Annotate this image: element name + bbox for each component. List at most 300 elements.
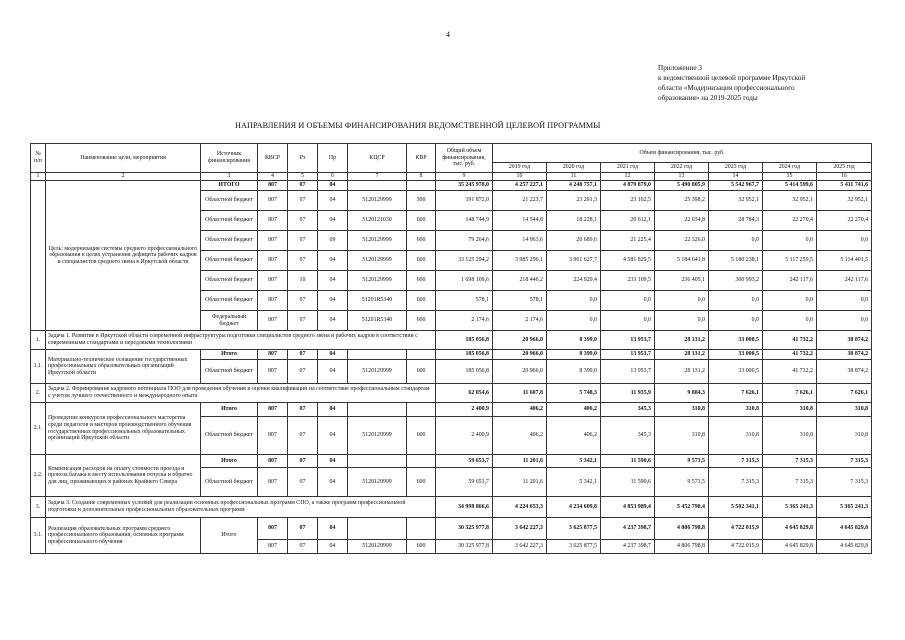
year-value-cell: 406,2 <box>547 417 601 455</box>
year-value-cell: 4 237 398,7 <box>601 540 655 554</box>
year-value-cell: 33 000,5 <box>709 350 763 360</box>
year-value-cell: 11 590,6 <box>601 468 655 497</box>
rz-cell: 07 <box>288 181 318 191</box>
year-value-cell: 13 953,7 <box>601 360 655 384</box>
kvr-cell <box>407 350 436 360</box>
year-value-cell: 11 607,8 <box>493 384 547 403</box>
kvr-cell <box>407 403 436 417</box>
kvsr-cell: 807 <box>258 311 288 331</box>
task-num: 2. <box>31 384 46 403</box>
year-value-cell: 22 270,4 <box>817 211 872 231</box>
rz-cell: 07 <box>288 291 318 311</box>
header-pr: Пр <box>318 144 348 173</box>
year-value-cell: 5 490 805,9 <box>655 181 709 191</box>
year-value-cell: 41 732,2 <box>763 350 817 360</box>
year-value-cell: 7 626,1 <box>817 384 872 403</box>
year-value-cell: 310,8 <box>817 403 872 417</box>
year-value-cell: 4 722 015,9 <box>709 540 763 554</box>
kvsr-cell: 807 <box>258 291 288 311</box>
source-cell: Итого <box>201 518 258 554</box>
pr-cell: 04 <box>318 540 348 554</box>
kcsr-cell <box>348 350 407 360</box>
year-value-cell: 7 315,3 <box>709 468 763 497</box>
header-rz: Рз <box>288 144 318 173</box>
column-number: 7 <box>348 173 407 181</box>
year-value-cell: 18 228,1 <box>547 211 601 231</box>
year-value-cell: 4 722 015,9 <box>709 518 763 540</box>
total-cell: 2 400,9 <box>436 403 493 417</box>
appendix-line: к ведомственной целевой программе Иркутской <box>658 74 806 82</box>
year-value-cell: 5 342,1 <box>547 455 601 468</box>
year-value-cell: 0,0 <box>763 311 817 331</box>
year-value-cell: 21 223,7 <box>493 191 547 211</box>
header-kvsr: КВСР <box>258 144 288 173</box>
year-value-cell: 4 645 829,8 <box>817 518 872 540</box>
year-value-cell: 4 645 829,8 <box>817 540 872 554</box>
kvsr-cell: 807 <box>258 231 288 251</box>
rz-cell: 07 <box>288 211 318 231</box>
appendix-line: Приложение 3 <box>658 64 702 72</box>
year-value-cell: 310,8 <box>709 417 763 455</box>
kvr-cell: 600 <box>407 231 436 251</box>
year-value-cell: 0,0 <box>709 231 763 251</box>
column-number: 11 <box>547 173 601 181</box>
year-value-cell: 3 625 877,5 <box>547 518 601 540</box>
year-value-cell: 7 315,3 <box>709 455 763 468</box>
year-value-cell: 22 270,4 <box>763 211 817 231</box>
pr-cell: 04 <box>318 181 348 191</box>
year-value-cell: 14 963,6 <box>493 231 547 251</box>
rz-cell: 07 <box>288 417 318 455</box>
item-text: Проведение конкурсов профессионального мастерства среди педагогов и мастеров производственного обучения государственных профессиональных образовательных организаций Иркутской области <box>46 403 201 455</box>
appendix-note <box>658 63 868 103</box>
header-year: 2021 год <box>601 163 655 173</box>
kvsr-cell: 807 <box>258 455 288 468</box>
header-year: 2022 год <box>655 163 709 173</box>
pr-cell: 04 <box>318 455 348 468</box>
year-value-cell: 310,8 <box>763 417 817 455</box>
year-value-cell: 5 502 341,1 <box>709 497 763 518</box>
column-number: 10 <box>493 173 547 181</box>
total-cell: 1 698 109,6 <box>436 271 493 291</box>
kvsr-cell: 807 <box>258 468 288 497</box>
column-numbers-row <box>31 173 872 181</box>
total-cell: 34 998 866,6 <box>436 497 493 518</box>
year-value-cell: 32 952,1 <box>709 191 763 211</box>
year-value-cell: 4 806 798,8 <box>655 518 709 540</box>
column-number: 6 <box>318 173 348 181</box>
kcsr-cell: 5120129999 <box>348 271 407 291</box>
item-row <box>31 518 872 540</box>
task-row <box>31 331 872 350</box>
year-value-cell: 4 645 829,8 <box>763 540 817 554</box>
kvr-cell: 300 <box>407 191 436 211</box>
kcsr-cell: 5120129999 <box>348 540 407 554</box>
source-cell: Итого <box>201 350 258 360</box>
year-value-cell: 11 935,9 <box>601 384 655 403</box>
year-value-cell: 3 642 227,3 <box>493 518 547 540</box>
year-value-cell: 23 291,3 <box>547 191 601 211</box>
year-value-cell: 4 645 829,8 <box>763 518 817 540</box>
year-value-cell: 4 257 227,1 <box>493 181 547 191</box>
header-year: 2025 год <box>817 163 872 173</box>
year-value-cell: 5 180 238,1 <box>709 251 763 271</box>
pr-cell: 04 <box>318 251 348 271</box>
total-cell: 59 653,7 <box>436 468 493 497</box>
year-value-cell: 7 315,3 <box>763 468 817 497</box>
column-number: 13 <box>655 173 709 181</box>
year-value-cell: 7 626,1 <box>709 384 763 403</box>
header-kvr: КВР <box>407 144 436 173</box>
task-text: Задача 3. Создание современных условий для реализации основных профессиональных программ СПО, а также программ профессиональной подготовки и дополнительных профессиональных образовательных программ <box>46 497 436 518</box>
year-value-cell: 236 405,1 <box>655 271 709 291</box>
goal-num-cell <box>31 181 46 331</box>
appendix-line: области «Модернизация профессионального <box>658 84 795 92</box>
year-value-cell: 41 732,2 <box>763 360 817 384</box>
source-cell: Областной бюджет <box>201 191 258 211</box>
rz-cell: 10 <box>288 271 318 291</box>
header-total: Общий объем финансирования, тыс. руб. <box>436 144 493 173</box>
year-value-cell: 5 365 241,3 <box>763 497 817 518</box>
year-value-cell: 406,2 <box>493 417 547 455</box>
year-value-cell: 9 573,5 <box>655 468 709 497</box>
year-value-cell: 0,0 <box>763 231 817 251</box>
year-value-cell: 4 234 609,8 <box>547 497 601 518</box>
task-num: 1. <box>31 331 46 350</box>
year-value-cell: 22 034,8 <box>655 211 709 231</box>
year-value-cell: 38 874,2 <box>817 350 872 360</box>
kcsr-cell: 5120129999 <box>348 417 407 455</box>
pr-cell: 04 <box>318 417 348 455</box>
source-cell: Итого <box>201 455 258 468</box>
year-value-cell: 20 689,6 <box>547 231 601 251</box>
kcsr-cell <box>348 455 407 468</box>
kvsr-cell: 807 <box>258 360 288 384</box>
year-value-cell: 5 748,3 <box>547 384 601 403</box>
kvsr-cell: 807 <box>258 540 288 554</box>
kvsr-cell: 807 <box>258 350 288 360</box>
year-value-cell: 32 952,1 <box>763 191 817 211</box>
column-number: 1 <box>31 173 46 181</box>
year-value-cell: 28 131,2 <box>655 360 709 384</box>
year-value-cell: 3 985 296,1 <box>493 251 547 271</box>
year-value-cell: 7 315,3 <box>817 455 872 468</box>
year-value-cell: 33 000,5 <box>709 331 763 350</box>
year-value-cell: 242 117,6 <box>817 271 872 291</box>
year-value-cell: 345,3 <box>601 417 655 455</box>
year-value-cell: 38 874,2 <box>817 331 872 350</box>
pr-cell: 04 <box>318 311 348 331</box>
header-volume: Объем финансирования, тыс. руб. <box>493 144 872 163</box>
kvsr-cell: 807 <box>258 251 288 271</box>
total-cell: 2 400,9 <box>436 417 493 455</box>
item-num: 1.1. <box>31 350 46 384</box>
pr-cell: 04 <box>318 403 348 417</box>
kvr-cell: 600 <box>407 251 436 271</box>
source-cell: Областной бюджет <box>201 231 258 251</box>
task-text: Задача 1. Развитие в Иркутской области современной инфраструктуры подготовки специалистов среднего звена и рабочих кадров в соответствии с современными стандартами и передовыми технологиями <box>46 331 436 350</box>
item-text: Компенсация расходов на оплату стоимости проезда и провоза багажа к месту использования отпуска и обратно для лиц, проживающих в районах Крайнего Севера <box>46 455 201 497</box>
header-year: 2019 год <box>493 163 547 173</box>
pr-cell: 04 <box>318 271 348 291</box>
header-num: № п/п <box>31 144 46 173</box>
year-value-cell: 4 806 798,8 <box>655 540 709 554</box>
rz-cell: 07 <box>288 468 318 497</box>
year-value-cell: 300 993,2 <box>709 271 763 291</box>
source-cell: ИТОГО <box>201 181 258 191</box>
page-number: 4 <box>446 30 450 39</box>
pr-cell: 04 <box>318 468 348 497</box>
header-year: 2023 год <box>709 163 763 173</box>
kvr-cell <box>407 455 436 468</box>
kvsr-cell: 807 <box>258 191 288 211</box>
kcsr-cell <box>348 518 407 540</box>
kcsr-cell: 5120129999 <box>348 468 407 497</box>
year-value-cell: 20 612,1 <box>601 211 655 231</box>
year-value-cell: 38 874,2 <box>817 360 872 384</box>
year-value-cell: 9 573,5 <box>655 455 709 468</box>
total-cell: 185 056,8 <box>436 331 493 350</box>
financing-table <box>30 143 872 554</box>
kvsr-cell: 807 <box>258 181 288 191</box>
total-cell: 191 872,0 <box>436 191 493 211</box>
source-cell: Областной бюджет <box>201 251 258 271</box>
source-cell: Федеральный бюджет <box>201 311 258 331</box>
rz-cell: 07 <box>288 311 318 331</box>
rz-cell: 07 <box>288 455 318 468</box>
kvr-cell: 600 <box>407 360 436 384</box>
item-row <box>31 403 872 417</box>
year-value-cell: 310,8 <box>655 403 709 417</box>
pr-cell: 04 <box>318 191 348 211</box>
kvr-cell <box>407 181 436 191</box>
kcsr-cell: 5120129999 <box>348 191 407 211</box>
year-value-cell: 25 398,2 <box>655 191 709 211</box>
column-number: 16 <box>817 173 872 181</box>
kvsr-cell: 807 <box>258 271 288 291</box>
source-cell: Областной бюджет <box>201 468 258 497</box>
item-row <box>31 455 872 468</box>
source-cell: Областной бюджет <box>201 271 258 291</box>
source-cell: Областной бюджет <box>201 360 258 384</box>
year-value-cell: 7 315,3 <box>763 455 817 468</box>
year-value-cell: 22 326,0 <box>655 231 709 251</box>
year-value-cell: 7 315,3 <box>817 468 872 497</box>
rz-cell: 07 <box>288 251 318 271</box>
total-cell: 30 325 977,8 <box>436 518 493 540</box>
year-value-cell: 0,0 <box>547 291 601 311</box>
kcsr-cell: 51201R5340 <box>348 291 407 311</box>
year-value-cell: 11 201,6 <box>493 455 547 468</box>
column-number: 9 <box>436 173 493 181</box>
pr-cell: 04 <box>318 211 348 231</box>
column-number: 4 <box>258 173 288 181</box>
year-value-cell: 23 102,5 <box>601 191 655 211</box>
kcsr-cell <box>348 181 407 191</box>
kcsr-cell: 5120129999 <box>348 231 407 251</box>
source-cell: Областной бюджет <box>201 211 258 231</box>
kvr-cell: 600 <box>407 271 436 291</box>
header-source: Источник финансирования <box>201 144 258 173</box>
header-year: 2024 год <box>763 163 817 173</box>
column-number: 12 <box>601 173 655 181</box>
total-cell: 185 056,8 <box>436 350 493 360</box>
column-number: 15 <box>763 173 817 181</box>
total-cell: 35 245 978,0 <box>436 181 493 191</box>
year-value-cell: 20 966,0 <box>493 331 547 350</box>
kvr-cell: 600 <box>407 417 436 455</box>
rz-cell: 07 <box>288 518 318 540</box>
rz-cell: 07 <box>288 540 318 554</box>
total-cell: 30 325 977,8 <box>436 540 493 554</box>
year-value-cell: 0,0 <box>655 291 709 311</box>
year-value-cell: 242 117,6 <box>763 271 817 291</box>
year-value-cell: 14 544,8 <box>493 211 547 231</box>
pr-cell: 04 <box>318 350 348 360</box>
year-value-cell: 5 114 401,5 <box>817 251 872 271</box>
year-value-cell: 20 966,0 <box>493 350 547 360</box>
total-cell: 59 653,7 <box>436 455 493 468</box>
year-value-cell: 310,8 <box>709 403 763 417</box>
task-num: 3. <box>31 497 46 518</box>
year-value-cell: 5 414 599,6 <box>763 181 817 191</box>
year-value-cell: 0,0 <box>547 311 601 331</box>
year-value-cell: 4 581 829,5 <box>601 251 655 271</box>
kvr-cell <box>407 518 436 540</box>
year-value-cell: 218 446,2 <box>493 271 547 291</box>
pr-cell: 04 <box>318 291 348 311</box>
year-value-cell: 4 224 653,3 <box>493 497 547 518</box>
kvr-cell: 600 <box>407 291 436 311</box>
column-number: 14 <box>709 173 763 181</box>
year-value-cell: 0,0 <box>655 311 709 331</box>
total-cell: 79 264,6 <box>436 231 493 251</box>
year-value-cell: 28 784,3 <box>709 211 763 231</box>
item-num: 2.2. <box>31 455 46 497</box>
task-row <box>31 497 872 518</box>
year-value-cell: 9 884,3 <box>655 384 709 403</box>
year-value-cell: 13 953,7 <box>601 350 655 360</box>
year-value-cell: 233 109,5 <box>601 271 655 291</box>
task-row <box>31 384 872 403</box>
item-text: Материально-техническое оснащение государственных профессиональных образовательных организаций Иркутской области <box>46 350 201 384</box>
year-value-cell: 3 625 877,5 <box>547 540 601 554</box>
year-value-cell: 21 225,4 <box>601 231 655 251</box>
year-value-cell: 0,0 <box>817 291 872 311</box>
year-value-cell: 4 879 879,0 <box>601 181 655 191</box>
kcsr-cell: 5120129999 <box>348 251 407 271</box>
year-value-cell: 7 626,1 <box>763 384 817 403</box>
kcsr-cell: 5120129999 <box>348 360 407 384</box>
year-value-cell: 8 399,0 <box>547 360 601 384</box>
header-year: 2020 год <box>547 163 601 173</box>
header-name: Наименование цели, мероприятия <box>46 144 201 173</box>
total-cell: 185 056,8 <box>436 360 493 384</box>
goal-text: Цель: модернизация системы среднего профессионального образования в целях устранения дефицита рабочих кадров и специалистов среднего звена в Иркутской области <box>46 181 201 331</box>
total-cell: 578,1 <box>436 291 493 311</box>
total-cell: 33 125 294,2 <box>436 251 493 271</box>
kvsr-cell: 807 <box>258 403 288 417</box>
task-text: Задача 2. Формирование кадрового потенциала ПОО для проведения обучения и оценки квалификации на соответствие профессиональным стандартам с учетом лучшего отечественного и международного опыта <box>46 384 436 403</box>
kcsr-cell: 5120121030 <box>348 211 407 231</box>
year-value-cell: 0,0 <box>817 231 872 251</box>
column-number: 2 <box>46 173 201 181</box>
document-title: НАПРАВЛЕНИЯ И ОБЪЕМЫ ФИНАНСИРОВАНИЯ ВЕДОМСТВЕННОЙ ЦЕЛЕВОЙ ПРОГРАММЫ <box>235 121 601 130</box>
year-value-cell: 5 452 790,4 <box>655 497 709 518</box>
year-value-cell: 32 952,1 <box>817 191 872 211</box>
kvr-cell: 600 <box>407 311 436 331</box>
year-value-cell: 5 117 259,5 <box>763 251 817 271</box>
year-value-cell: 28 131,2 <box>655 331 709 350</box>
total-cell: 148 744,9 <box>436 211 493 231</box>
year-value-cell: 41 732,2 <box>763 331 817 350</box>
year-value-cell: 11 201,6 <box>493 468 547 497</box>
year-value-cell: 4 248 757,1 <box>547 181 601 191</box>
year-value-cell: 406,2 <box>547 403 601 417</box>
year-value-cell: 310,8 <box>763 403 817 417</box>
year-value-cell: 3 642 227,3 <box>493 540 547 554</box>
year-value-cell: 0,0 <box>709 291 763 311</box>
year-value-cell: 3 961 627,7 <box>547 251 601 271</box>
year-value-cell: 13 953,7 <box>601 331 655 350</box>
year-value-cell: 0,0 <box>817 311 872 331</box>
kcsr-cell <box>348 403 407 417</box>
year-value-cell: 28 131,2 <box>655 350 709 360</box>
year-value-cell: 5 411 741,6 <box>817 181 872 191</box>
header-row <box>31 144 872 163</box>
pr-cell: 04 <box>318 518 348 540</box>
year-value-cell: 8 399,0 <box>547 331 601 350</box>
year-value-cell: 224 920,4 <box>547 271 601 291</box>
year-value-cell: 4 853 989,4 <box>601 497 655 518</box>
rz-cell: 07 <box>288 403 318 417</box>
year-value-cell: 0,0 <box>601 311 655 331</box>
year-value-cell: 5 365 241,3 <box>817 497 872 518</box>
year-value-cell: 5 342,1 <box>547 468 601 497</box>
column-number: 3 <box>201 173 258 181</box>
rz-cell: 07 <box>288 231 318 251</box>
kvr-cell: 600 <box>407 540 436 554</box>
year-value-cell: 345,3 <box>601 403 655 417</box>
kcsr-cell: 51201R5340 <box>348 311 407 331</box>
table-body <box>31 144 872 554</box>
item-num: 3.1. <box>31 518 46 554</box>
year-value-cell: 20 966,0 <box>493 360 547 384</box>
pr-cell: 04 <box>318 360 348 384</box>
column-number: 8 <box>407 173 436 181</box>
kvr-cell: 600 <box>407 211 436 231</box>
kvsr-cell: 807 <box>258 211 288 231</box>
year-value-cell: 5 184 641,8 <box>655 251 709 271</box>
rz-cell: 07 <box>288 191 318 211</box>
source-cell: Итого <box>201 403 258 417</box>
year-value-cell: 5 542 967,7 <box>709 181 763 191</box>
source-cell: Областной бюджет <box>201 417 258 455</box>
year-value-cell: 578,1 <box>493 291 547 311</box>
year-value-cell: 0,0 <box>601 291 655 311</box>
item-row <box>31 350 872 360</box>
year-value-cell: 33 000,5 <box>709 360 763 384</box>
year-value-cell: 4 237 398,7 <box>601 518 655 540</box>
kvsr-cell: 807 <box>258 518 288 540</box>
total-cell: 62 054,6 <box>436 384 493 403</box>
appendix-line: образования» на 2019-2025 годы <box>658 94 758 102</box>
header-kcsr: КЦСР <box>348 144 407 173</box>
year-value-cell: 310,8 <box>655 417 709 455</box>
year-value-cell: 406,2 <box>493 403 547 417</box>
pr-cell: 09 <box>318 231 348 251</box>
item-num: 2.1. <box>31 403 46 455</box>
